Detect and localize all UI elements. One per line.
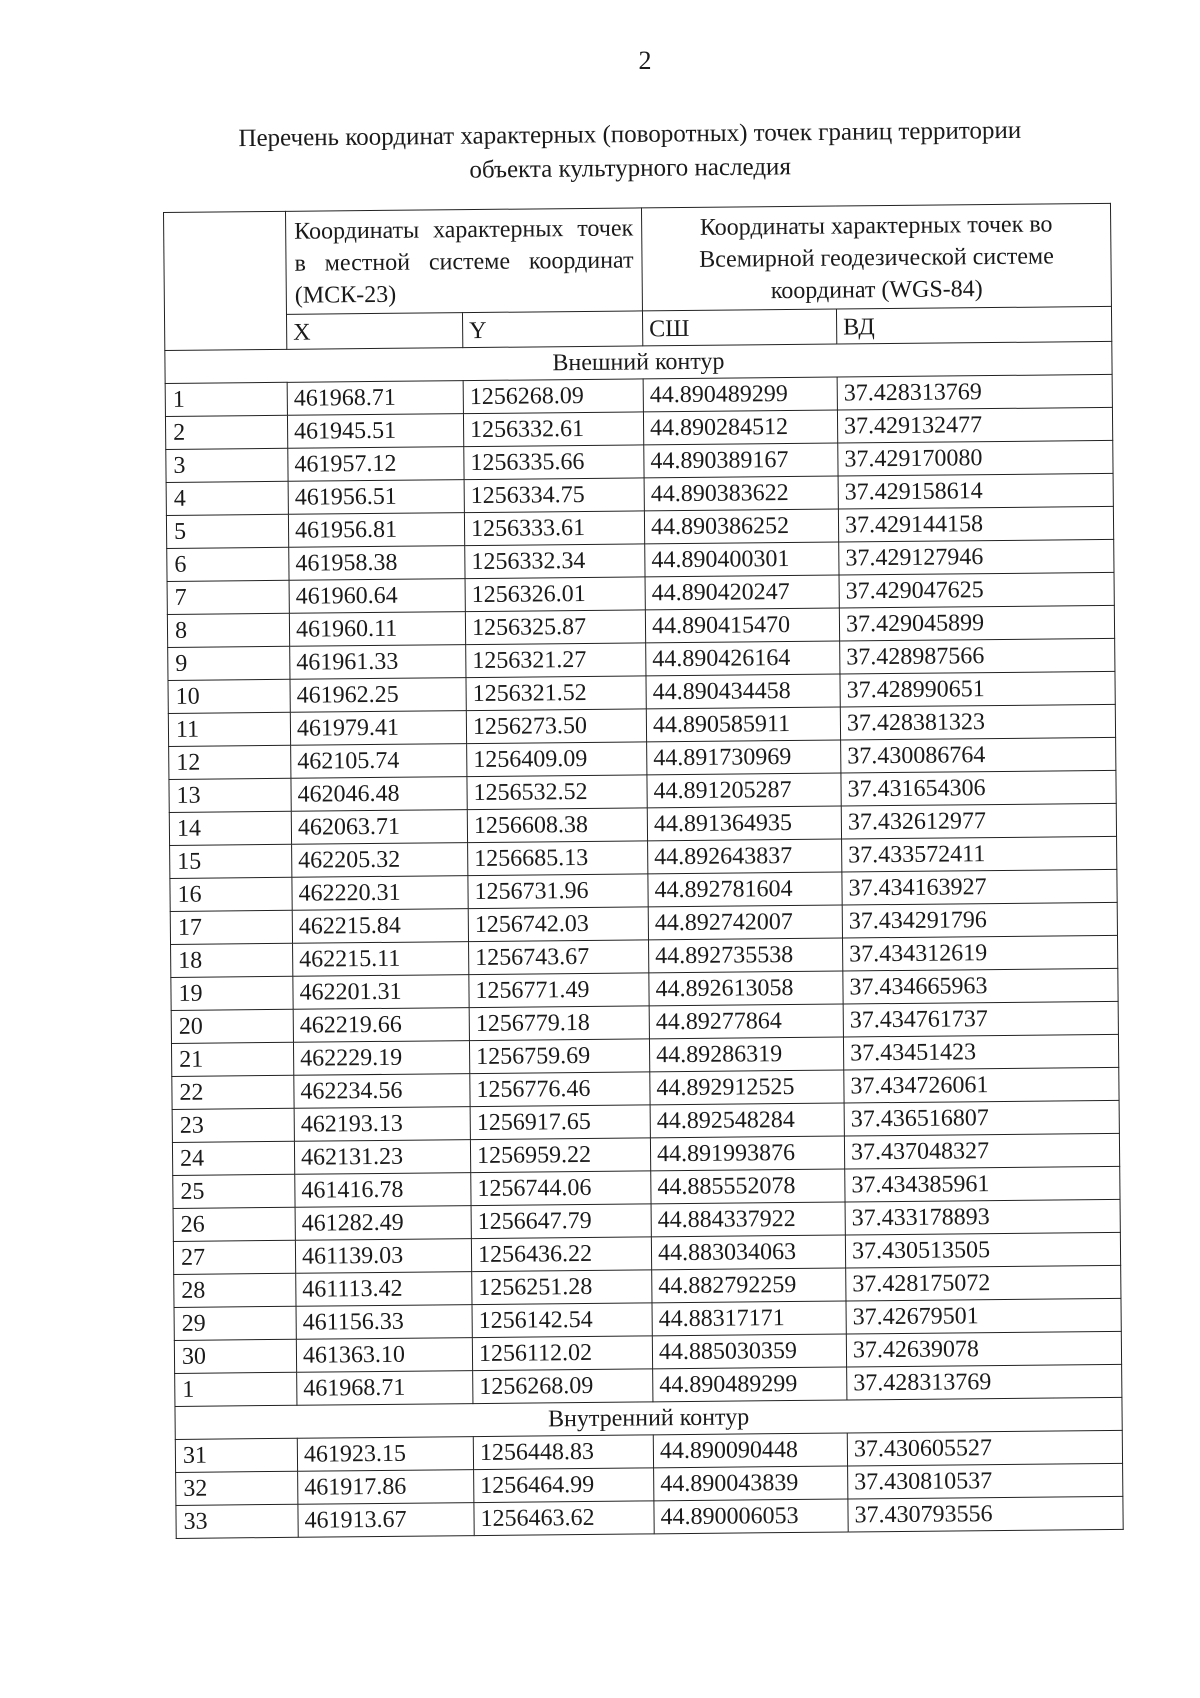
x-coordinate-cell: 461913.67 xyxy=(298,1503,474,1538)
point-number-cell: 20 xyxy=(171,1009,293,1043)
latitude-cell: 44.892781604 xyxy=(648,872,842,907)
x-coordinate-cell: 462105.74 xyxy=(291,744,467,779)
longitude-cell: 37.42679501 xyxy=(846,1298,1121,1334)
longitude-cell: 37.434385961 xyxy=(845,1166,1120,1202)
y-coordinate-cell: 1256332.34 xyxy=(465,544,645,579)
longitude-cell: 37.431654306 xyxy=(841,770,1116,806)
x-coordinate-cell: 462193.13 xyxy=(294,1107,470,1142)
y-coordinate-cell: 1256334.75 xyxy=(464,478,644,513)
latitude-cell: 44.890489299 xyxy=(653,1367,847,1402)
point-number-cell: 6 xyxy=(167,547,289,581)
longitude-cell: 37.43451423 xyxy=(843,1034,1118,1070)
latitude-cell: 44.884337922 xyxy=(651,1202,845,1237)
longitude-cell: 37.434291796 xyxy=(842,902,1117,938)
x-coordinate-cell: 461416.78 xyxy=(295,1173,471,1208)
point-number-cell: 13 xyxy=(169,778,291,812)
y-coordinate-cell: 1256759.69 xyxy=(469,1039,649,1074)
x-coordinate-cell: 461960.64 xyxy=(289,579,465,614)
y-coordinate-cell: 1256142.54 xyxy=(472,1303,652,1338)
longitude-cell: 37.434312619 xyxy=(843,935,1118,971)
longitude-cell: 37.428313769 xyxy=(847,1364,1122,1400)
y-coordinate-cell: 1256608.38 xyxy=(467,808,647,843)
page-number: 2 xyxy=(638,46,652,75)
longitude-cell: 37.433572411 xyxy=(842,836,1117,872)
longitude-cell: 37.437048327 xyxy=(844,1133,1119,1169)
x-coordinate-cell: 461917.86 xyxy=(298,1470,474,1505)
y-coordinate-cell: 1256409.09 xyxy=(467,742,647,777)
latitude-cell: 44.890090448 xyxy=(653,1433,847,1468)
point-number-cell: 29 xyxy=(174,1306,296,1340)
longitude-cell: 37.429047625 xyxy=(839,572,1114,608)
point-number-cell: 30 xyxy=(174,1339,296,1373)
latitude-cell: 44.892912525 xyxy=(650,1070,844,1105)
latitude-cell: 44.883034063 xyxy=(651,1235,845,1270)
x-coordinate-cell: 462063.71 xyxy=(291,810,467,845)
latitude-cell: 44.885030359 xyxy=(652,1334,846,1369)
point-number-cell: 26 xyxy=(173,1207,295,1241)
x-coordinate-cell: 462046.48 xyxy=(291,777,467,812)
point-number-cell: 10 xyxy=(168,679,290,713)
x-coordinate-cell: 461960.11 xyxy=(289,612,465,647)
x-coordinate-cell: 461957.12 xyxy=(288,447,464,482)
longitude-cell: 37.430605527 xyxy=(847,1430,1122,1466)
longitude-column-header: ВД xyxy=(836,306,1111,344)
y-coordinate-cell: 1256532.52 xyxy=(467,775,647,810)
latitude-cell: 44.890585911 xyxy=(646,707,840,742)
x-coordinate-cell: 461956.51 xyxy=(288,480,464,515)
longitude-cell: 37.430513505 xyxy=(845,1232,1120,1268)
point-number-cell: 22 xyxy=(172,1075,294,1109)
longitude-cell: 37.42639078 xyxy=(846,1331,1121,1367)
longitude-cell: 37.430086764 xyxy=(841,737,1116,773)
y-coordinate-cell: 1256917.65 xyxy=(470,1105,650,1140)
x-coordinate-cell: 461956.81 xyxy=(288,513,464,548)
coordinates-table xyxy=(163,203,1124,1539)
y-coordinate-cell: 1256731.96 xyxy=(468,874,648,909)
y-coordinate-cell: 1256436.22 xyxy=(471,1237,651,1272)
x-coordinate-cell: 461113.42 xyxy=(296,1272,472,1307)
longitude-cell: 37.434761737 xyxy=(843,1001,1118,1037)
longitude-cell: 37.430810537 xyxy=(848,1463,1123,1499)
x-coordinate-cell: 461139.03 xyxy=(295,1239,471,1274)
y-coordinate-cell: 1256647.79 xyxy=(471,1204,651,1239)
longitude-cell: 37.428987566 xyxy=(840,638,1115,674)
point-number-cell: 1 xyxy=(165,382,287,416)
y-coordinate-cell: 1256335.66 xyxy=(464,445,644,480)
longitude-cell: 37.434726061 xyxy=(844,1067,1119,1103)
latitude-cell: 44.892742007 xyxy=(648,905,842,940)
x-coordinate-cell: 462215.11 xyxy=(293,942,469,977)
local-system-header: Координаты характерных точек в местной системе координат (МСК-23) xyxy=(285,208,642,314)
point-number-cell: 2 xyxy=(165,415,287,449)
point-number-cell: 14 xyxy=(169,811,291,845)
longitude-cell: 37.434163927 xyxy=(842,869,1117,905)
y-coordinate-cell: 1256448.83 xyxy=(473,1435,653,1470)
document-title xyxy=(175,113,1086,191)
x-coordinate-cell: 462201.31 xyxy=(293,975,469,1010)
latitude-cell: 44.891364935 xyxy=(647,806,841,841)
latitude-cell: 44.88317171 xyxy=(652,1301,846,1336)
point-number-cell: 24 xyxy=(172,1141,294,1175)
x-coordinate-cell: 461968.71 xyxy=(287,381,463,416)
point-number-cell: 33 xyxy=(176,1504,298,1538)
latitude-cell: 44.890420247 xyxy=(645,575,839,610)
longitude-cell: 37.428313769 xyxy=(837,374,1112,410)
y-coordinate-cell: 1256112.02 xyxy=(472,1336,652,1371)
longitude-cell: 37.428381323 xyxy=(840,704,1115,740)
y-coordinate-cell: 1256776.46 xyxy=(470,1072,650,1107)
x-coordinate-cell: 461961.33 xyxy=(290,645,466,680)
y-coordinate-cell: 1256332.61 xyxy=(463,412,643,447)
latitude-cell: 44.882792259 xyxy=(652,1268,846,1303)
latitude-cell: 44.890400301 xyxy=(645,542,839,577)
longitude-cell: 37.429144158 xyxy=(838,506,1113,542)
x-coordinate-cell: 462229.19 xyxy=(293,1041,469,1076)
point-number-cell: 7 xyxy=(167,580,289,614)
x-coordinate-cell: 461282.49 xyxy=(295,1206,471,1241)
y-coordinate-cell: 1256251.28 xyxy=(472,1270,652,1305)
point-number-cell: 15 xyxy=(170,844,292,878)
y-coordinate-cell: 1256959.22 xyxy=(470,1138,650,1173)
latitude-cell: 44.890415470 xyxy=(645,608,839,643)
x-coordinate-cell: 461968.71 xyxy=(297,1371,473,1406)
inner-contour-section-label: Внутренний контур xyxy=(175,1397,1122,1439)
y-coordinate-cell: 1256325.87 xyxy=(465,610,645,645)
latitude-cell: 44.892548284 xyxy=(650,1103,844,1138)
x-coordinate-cell: 462219.66 xyxy=(293,1008,469,1043)
latitude-cell: 44.891993876 xyxy=(650,1136,844,1171)
point-number-cell: 3 xyxy=(166,448,288,482)
x-coordinate-cell: 462215.84 xyxy=(292,909,468,944)
x-coordinate-cell: 462131.23 xyxy=(294,1140,470,1175)
longitude-cell: 37.434665963 xyxy=(843,968,1118,1004)
latitude-cell: 44.89286319 xyxy=(649,1037,843,1072)
point-number-cell: 16 xyxy=(170,877,292,911)
x-coordinate-cell: 461923.15 xyxy=(297,1437,473,1472)
y-coordinate-cell: 1256463.62 xyxy=(474,1501,654,1536)
point-number-cell: 23 xyxy=(172,1108,294,1142)
x-coordinate-cell: 461958.38 xyxy=(289,546,465,581)
x-coordinate-cell: 462220.31 xyxy=(292,876,468,911)
point-number-cell: 18 xyxy=(171,943,293,977)
point-number-cell: 17 xyxy=(170,910,292,944)
latitude-cell: 44.890386252 xyxy=(644,509,838,544)
table-body xyxy=(165,341,1123,1538)
longitude-cell: 37.428175072 xyxy=(846,1265,1121,1301)
point-number-cell: 1 xyxy=(175,1372,297,1406)
longitude-cell: 37.429170080 xyxy=(838,440,1113,476)
point-number-cell: 21 xyxy=(171,1042,293,1076)
longitude-cell: 37.432612977 xyxy=(841,803,1116,839)
coordinates-table-wrapper xyxy=(163,203,1123,1539)
point-number-cell: 19 xyxy=(171,976,293,1010)
longitude-cell: 37.428990651 xyxy=(840,671,1115,707)
point-number-cell: 32 xyxy=(176,1471,298,1505)
point-number-cell: 4 xyxy=(166,481,288,515)
latitude-cell: 44.890284512 xyxy=(643,410,837,445)
y-coordinate-cell: 1256742.03 xyxy=(468,907,648,942)
point-number-cell: 31 xyxy=(175,1438,297,1472)
latitude-cell: 44.890043839 xyxy=(654,1466,848,1501)
y-coordinate-cell: 1256464.99 xyxy=(474,1468,654,1503)
x-coordinate-cell: 462234.56 xyxy=(294,1074,470,1109)
x-coordinate-cell: 461945.51 xyxy=(287,414,463,449)
y-coordinate-cell: 1256268.09 xyxy=(463,379,643,414)
document-title-line-2: объекта культурного наследия xyxy=(469,153,792,184)
y-coordinate-cell: 1256268.09 xyxy=(473,1369,653,1404)
latitude-cell: 44.890389167 xyxy=(644,443,838,478)
y-coordinate-cell: 1256321.27 xyxy=(466,643,646,678)
longitude-cell: 37.429158614 xyxy=(838,473,1113,509)
x-coordinate-cell: 461363.10 xyxy=(296,1338,472,1373)
document-title-line-1: Перечень координат характерных (поворотных) точек границ территории xyxy=(238,116,1022,153)
point-number-cell: 8 xyxy=(167,613,289,647)
latitude-cell: 44.890006053 xyxy=(654,1499,848,1534)
y-coordinate-cell: 1256685.13 xyxy=(468,841,648,876)
x-coordinate-cell: 461962.25 xyxy=(290,678,466,713)
latitude-cell: 44.890489299 xyxy=(643,377,837,412)
latitude-cell: 44.891730969 xyxy=(647,740,841,775)
x-coordinate-cell: 461979.41 xyxy=(290,711,466,746)
longitude-cell: 37.429045899 xyxy=(839,605,1114,641)
point-number-cell: 12 xyxy=(169,745,291,779)
point-number-cell: 27 xyxy=(173,1240,295,1274)
longitude-cell: 37.436516807 xyxy=(844,1100,1119,1136)
point-number-cell: 11 xyxy=(168,712,290,746)
latitude-cell: 44.892613058 xyxy=(649,971,843,1006)
y-coordinate-cell: 1256326.01 xyxy=(465,577,645,612)
longitude-cell: 37.430793556 xyxy=(848,1496,1123,1532)
latitude-cell: 44.892643837 xyxy=(648,839,842,874)
latitude-cell: 44.890426164 xyxy=(646,641,840,676)
latitude-column-header: СШ xyxy=(642,309,836,346)
wgs-system-header: Координаты характерных точек во Всемирной геодезической системе координат (WGS-84) xyxy=(641,203,1111,310)
latitude-cell: 44.892735538 xyxy=(649,938,843,973)
x-coordinate-cell: 462205.32 xyxy=(292,843,468,878)
point-number-cell: 28 xyxy=(174,1273,296,1307)
y-coordinate-cell: 1256273.50 xyxy=(466,709,646,744)
point-number-cell: 25 xyxy=(173,1174,295,1208)
outer-contour-section-label: Внешний контур xyxy=(165,341,1112,383)
y-coordinate-cell: 1256779.18 xyxy=(469,1006,649,1041)
point-number-header xyxy=(164,211,287,350)
longitude-cell: 37.429132477 xyxy=(837,407,1112,443)
longitude-cell: 37.433178893 xyxy=(845,1199,1120,1235)
x-column-header: X xyxy=(286,313,462,350)
latitude-cell: 44.890383622 xyxy=(644,476,838,511)
y-coordinate-cell: 1256321.52 xyxy=(466,676,646,711)
y-coordinate-cell: 1256333.61 xyxy=(464,511,644,546)
latitude-cell: 44.89277864 xyxy=(649,1004,843,1039)
longitude-cell: 37.429127946 xyxy=(839,539,1114,575)
y-coordinate-cell: 1256771.49 xyxy=(469,973,649,1008)
point-number-cell: 5 xyxy=(166,514,288,548)
latitude-cell: 44.885552078 xyxy=(651,1169,845,1204)
latitude-cell: 44.890434458 xyxy=(646,674,840,709)
y-coordinate-cell: 1256743.67 xyxy=(469,940,649,975)
y-coordinate-cell: 1256744.06 xyxy=(471,1171,651,1206)
latitude-cell: 44.891205287 xyxy=(647,773,841,808)
y-column-header: Y xyxy=(462,311,642,348)
table-header-row xyxy=(164,203,1112,315)
point-number-cell: 9 xyxy=(168,646,290,680)
x-coordinate-cell: 461156.33 xyxy=(296,1305,472,1340)
